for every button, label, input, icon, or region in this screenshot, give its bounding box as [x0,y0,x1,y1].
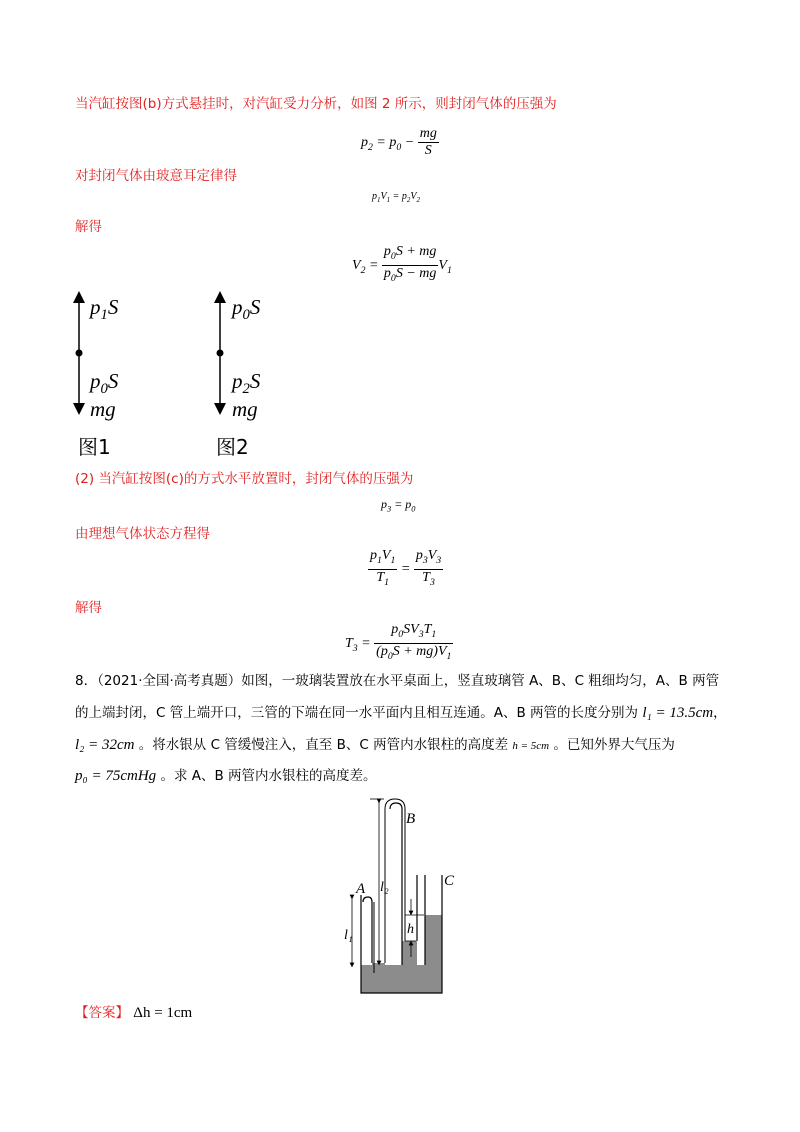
problem-line-3-tail: 。已知外界大气压为 [553,737,675,753]
label-c: C [444,873,455,889]
formula-gas-law: $\frac{p_1V_1}{T_1}$ = $\frac{p_3V_3}{T_3}$ [370,548,442,588]
l1-value: l₁ = 13.5cm [642,705,714,721]
fig1-caption: 图1 [78,435,111,459]
fig1-p1s: $p_1S$ [90,295,119,324]
problem-line-2-text: 的上端封闭，C 管上端开口，三管的下端在同一水平面内且相互连通。A、B 两管的长度分别为 [75,705,639,721]
h-value: h = 5cm [512,740,550,752]
fig1-p0s: $p_0S$ [90,369,119,398]
label-h: h [407,922,414,937]
problem-line-1: 8．（2021·全国·高考真题）如图，一玻璃装置放在水平桌面上，竖直玻璃管 A、B、C 粗细均匀，A、B 两管 [75,673,720,689]
l2-value: l₂ = 32cm [75,737,135,753]
solve-label-2: 解得 [75,600,102,616]
label-l1: l₁ [344,928,353,943]
fig1-dot [76,350,83,357]
answer-value: Δh = 1cm [133,1005,193,1021]
formula-p2: $p_2 = p_0$ − $\frac{mg}{S}$ [361,126,437,158]
answer-line [75,1003,192,1023]
fig2-dot [217,350,224,357]
fig2-p0s: $p_0S$ [232,295,261,324]
label-a: A [356,881,366,897]
intro-text: 当汽缸按图(b)方式悬挂时，对汽缸受力分析，如图 2 所示，则封闭气体的压强为 [75,96,557,112]
label-l2: l₂ [380,880,389,895]
formula-p3: $p_3 = p_0$ [381,497,416,514]
problem-line-3 [75,735,675,756]
fig1-mg: mg [90,397,116,421]
tube-a [363,897,372,963]
problem-line-3-text: 。将水银从 C 管缓慢注入，直至 B、C 两管内水银柱的高度差 [138,737,509,753]
p0-value: p₀ = 75cmHg [75,768,157,784]
formula-boyle: $p_1V_1 = p_2V_2$ [372,191,420,204]
problem-line-4-text: 。求 A、B 两管内水银柱的高度差。 [160,768,377,784]
section2-intro: (2) 当汽缸按图(c)的方式水平放置时，封闭气体的压强为 [75,471,414,487]
formula-t3: $T_3$ = $\frac{p_0SV_3T_1}{(p_0S + mg)V_1}$ [345,622,452,662]
boyle-label: 对封闭气体由玻意耳定律得 [75,168,237,184]
problem-line-2: 的上端封闭，C 管上端开口，三管的下端在同一水平面内且相互连通。A、B 两管的长度分别为 l₁ = 13.5cm， [75,705,727,721]
tube-c-inner [417,875,425,965]
fig2-p2s: $p_2S$ [232,369,261,398]
fig2-caption: 图2 [216,435,249,459]
gas-law-label: 由理想气体状态方程得 [75,526,210,542]
answer-tag: 【答案】 [75,1005,129,1021]
problem-line-4 [75,766,377,786]
solve-label-1: 解得 [75,219,102,235]
tube-diagram [338,795,458,1000]
fig2-mg: mg [232,397,258,421]
formula-v2: $V_2$ = $\frac{p_0S + mg}{p_0S - mg}$ $V_1$ [352,244,452,284]
tube-b [390,803,402,965]
label-b: B [406,811,416,827]
